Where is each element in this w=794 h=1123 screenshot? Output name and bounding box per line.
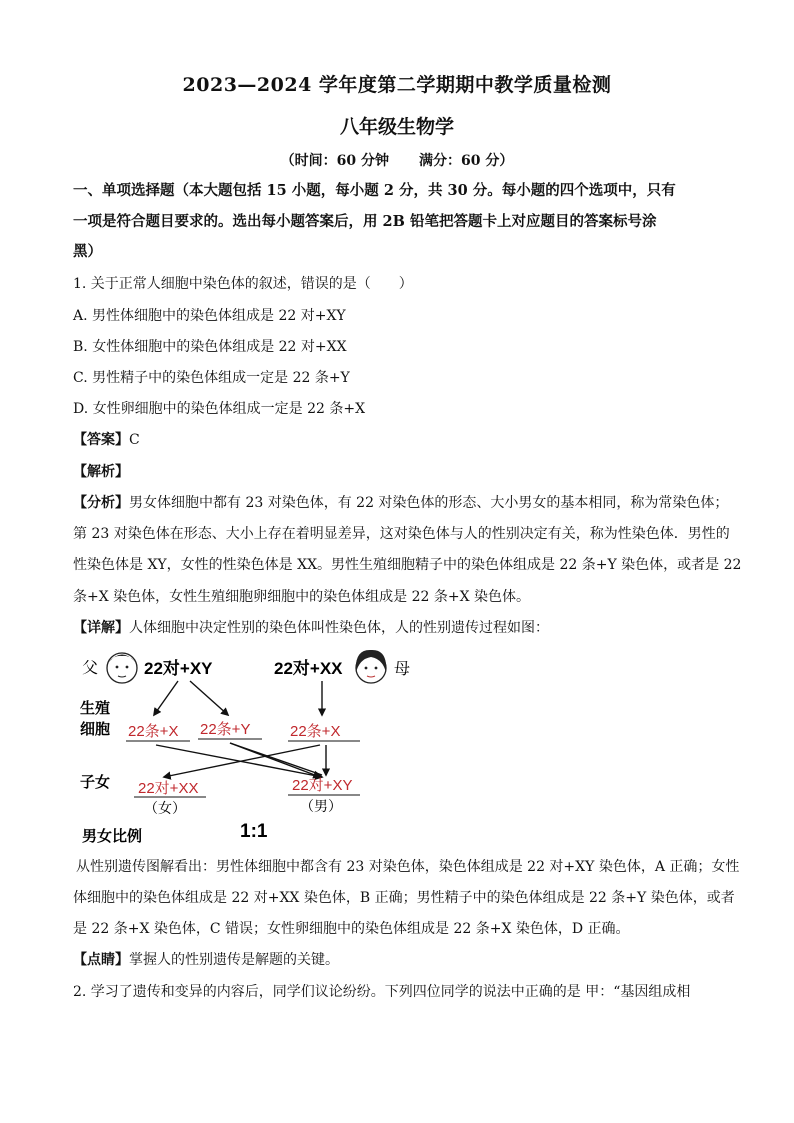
child-son-chromosomes: 22对+XY: [292, 777, 353, 794]
dianjing-tag: 【点睛】: [73, 952, 129, 968]
q2-stem: 2. 学习了遗传和变异的内容后，同学们议论纷纷。下列四位同学的说法中正确的是 甲：“基因组成相: [73, 984, 691, 1000]
q1-analysis-tag: [73, 461, 723, 483]
fenxi-line-3: 性染色体是 XY，女性的性染色体是 XX。男性生殖细胞精子中的染色体组成是 22 条+Y 染色体，或者是 22: [73, 557, 742, 573]
child-daughter-chromosomes: 22对+XX: [138, 780, 199, 797]
gamete-row-label-1: 生殖: [80, 700, 111, 717]
xiangjie-tag: 【详解】: [73, 620, 129, 636]
exam-title: 2023—2024 学年度第二学期期中教学质量检测: [182, 74, 612, 96]
fenxi-line-1: [73, 492, 729, 514]
mother-avatar: [356, 650, 386, 683]
arrow-father-to-y: [190, 681, 228, 715]
exam-score: 满分：60 分）: [419, 153, 514, 169]
exam-subject: 八年级生物学: [339, 116, 454, 138]
dianjing-text: 掌握人的性别遗传是解题的关键。: [129, 952, 339, 968]
exam-info: [0, 150, 794, 170]
child-daughter-sex: （女）: [144, 800, 186, 816]
detail-line-3: 是 22 条+X 染色体，C 错误；女性卵细胞中的染色体组成是 22 条+X 染色体，D 正确。: [73, 921, 630, 937]
fenxi-line-4: 条+X 染色体，女性生殖细胞卵细胞中的染色体组成是 22 条+X 染色体。: [73, 589, 531, 605]
fenxi-text-1: 男女体细胞中都有 23 对染色体，有 22 对染色体的形态、大小男女的基本相同，称为常染色体；: [129, 495, 729, 511]
sex-inheritance-diagram: [78, 645, 418, 845]
q1-answer: [73, 429, 723, 451]
father-chromosomes: 22对+XY: [144, 659, 213, 678]
child-son-sex: （男）: [300, 798, 342, 814]
mother-label: 母: [394, 661, 411, 678]
fenxi-tag: 【分析】: [73, 495, 129, 511]
gamete-row-label-2: 细胞: [80, 721, 111, 738]
answer-tag: 【答案】: [73, 432, 129, 448]
answer-value: C: [129, 432, 140, 448]
exam-time: （时间：60 分钟: [280, 153, 389, 169]
q1-option-a: A. 男性体细胞中的染色体组成是 22 对+XY: [73, 308, 346, 324]
sex-ratio: 1:1: [240, 821, 268, 842]
gamete-egg-x: 22条+X: [290, 723, 341, 740]
analysis-tag: 【解析】: [73, 464, 129, 480]
section-heading-line-3: 黑）: [73, 243, 102, 260]
gamete-sperm-x: 22条+X: [128, 723, 179, 740]
mother-chromosomes: 22对+XX: [274, 659, 343, 678]
arrow-father-to-x: [154, 681, 178, 715]
xiangjie-text: 人体细胞中决定性别的染色体叫性染色体，人的性别遗传过程如图：: [129, 620, 549, 636]
fenxi-line-2: 第 23 对染色体在形态、大小上存在着明显差异，这对染色体与人的性别决定有关，称为性染色体．男性的: [73, 526, 730, 542]
q1-option-c: C. 男性精子中的染色体组成一定是 22 条+Y: [73, 370, 350, 386]
ratio-row-label: 男女比例: [82, 828, 143, 845]
detail-line-1: 从性别遗传图解看出：男性体细胞中都含有 23 对染色体，染色体组成是 22 对+XY 染色体，A 正确；女性: [76, 859, 740, 875]
dianjing-line: [73, 949, 723, 971]
q1-option-d: D. 女性卵细胞中的染色体组成一定是 22 条+X: [73, 401, 366, 417]
detail-line-2: 体细胞中的染色体组成是 22 对+XX 染色体，B 正确；男性精子中的染色体组成是 22 条+Y 染色体，或者: [73, 890, 735, 906]
father-avatar: [107, 653, 137, 683]
section-heading-line-2: 一项是符合题目要求的。选出每小题答案后，用 2B 铅笔把答题卡上对应题目的答案标号涂: [73, 213, 657, 230]
q1-option-b: B. 女性体细胞中的染色体组成是 22 对+XX: [73, 339, 347, 355]
gamete-sperm-y: 22条+Y: [200, 721, 251, 738]
xiangjie-line: [73, 617, 723, 639]
child-row-label: 子女: [80, 774, 111, 791]
q1-stem: 1. 关于正常人细胞中染色体的叙述，错误的是（ ）: [73, 276, 413, 292]
section-heading-line-1: 一、单项选择题（本大题包括 15 小题，每小题 2 分，共 30 分。每小题的四个选项中，只有: [73, 182, 676, 199]
father-label: 父: [82, 660, 99, 677]
